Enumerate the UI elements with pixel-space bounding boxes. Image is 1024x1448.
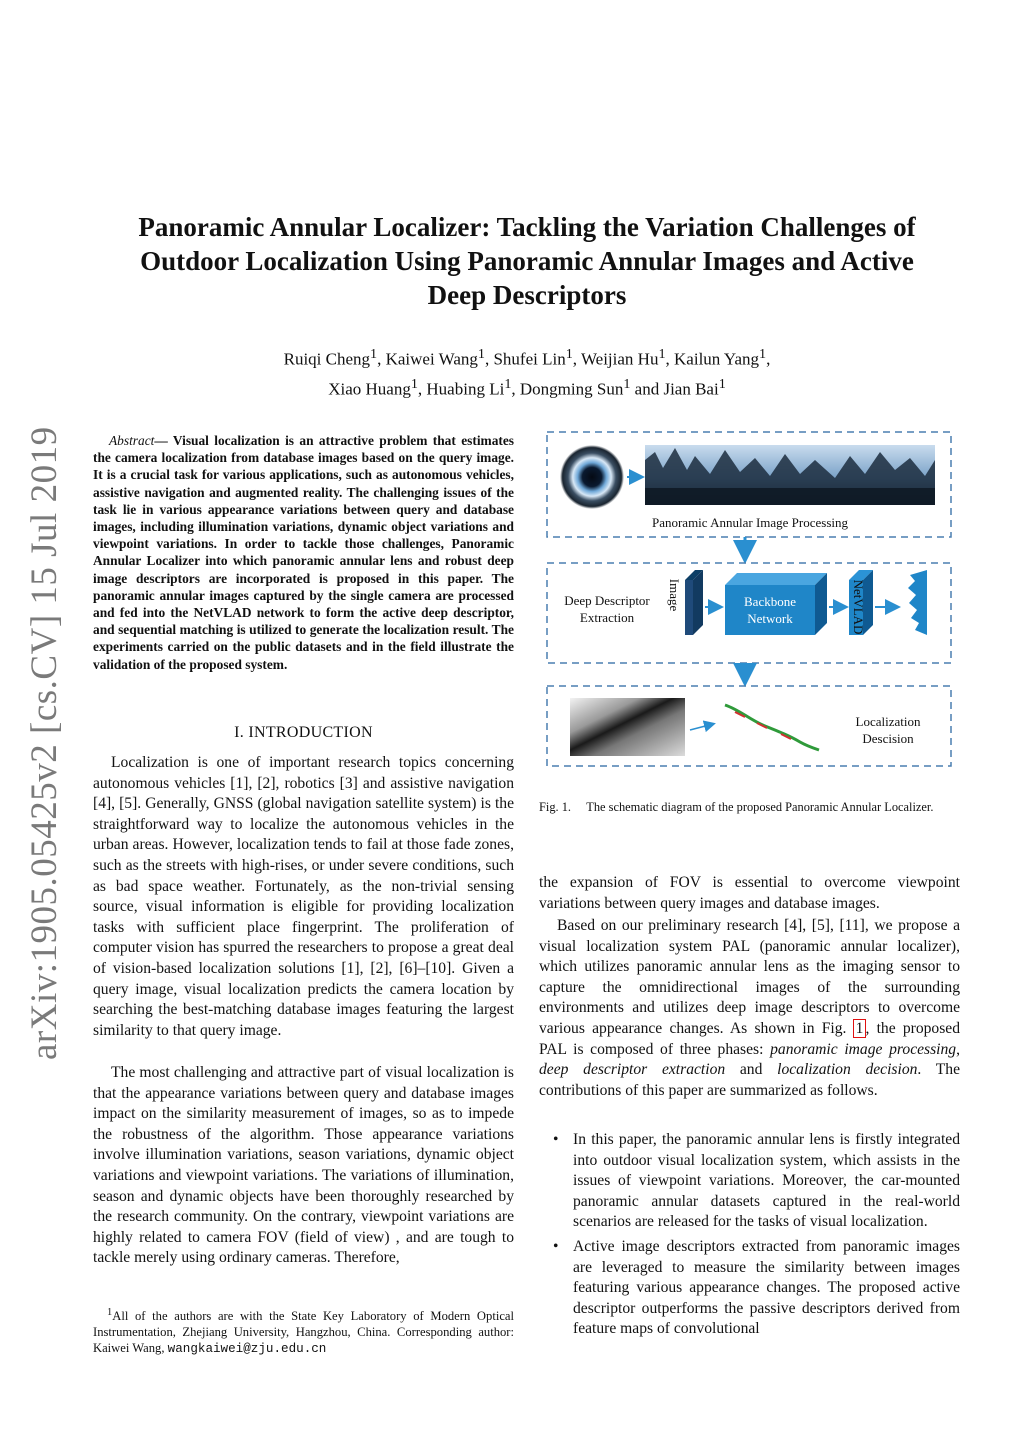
arxiv-identifier: arXiv:1905.05425v2 [cs.CV] 15 Jul 2019 [24,426,65,1060]
title-line: Panoramic Annular Localizer: Tackling the Variation Challenges of [138,212,916,242]
right-paragraph-2 [539,916,960,1101]
bullet-text: Active image descriptors extracted from panoramic images are leveraged to measure the similarity between images featuring various appearance changes. The proposed active descriptor outperforms the passive descriptors derived from feature maps of convolutional [573,1237,960,1338]
label-descision: Descision [862,731,914,746]
title-line: Outdoor Localization Using Panoramic Annular Images and Active [140,246,914,276]
contributions-list [539,1130,960,1344]
abstract-label: Abstract [109,433,155,448]
figure-1-schematic [545,430,955,770]
descriptor-vector [908,570,927,635]
footnote-text: All of the authors are with the State Key Laboratory of Modern Optical Instrumentation, Zhejiang University, Hangzhou, China. Corresponding author: Kaiwei Wang, [93,1309,514,1355]
phase-3: localization decision [777,1061,918,1079]
figure-1-reference-link[interactable]: 1 [855,1019,864,1037]
intro-paragraph-2: The most challenging and attractive part of visual localization is that the appearance variations between query and database images impact on the similarity measurement of images, so as to impede the robustness of the algorithm. Those appearance variations involve illumination variations, season variations, dynamic object variations and viewpoint variations. The variations of illumination, season and dynamic objects have been thoroughly researched by the research community. On the contrary, viewpoint variations are highly related to camera FOV (field of view) , and are tough to tackle merely using ordinary cameras. Therefore, [93,1064,514,1267]
label-extraction: Extraction [579,610,635,625]
label-image: Image [667,578,682,612]
label-deep-descriptor: Deep Descriptor [564,593,650,608]
title-line: Deep Descriptors [427,280,627,310]
author-list [150,342,904,401]
abstract [93,432,514,673]
right-paragraph-1: the expansion of FOV is essential to overcome viewpoint variations between query images and database images. [539,874,960,912]
backbone-network-block [725,573,827,635]
label-netvlad: NetVLAD [851,579,866,635]
list-item [539,1237,960,1340]
paragraph-text: Based on our preliminary research [4], [5], [11], we propose a visual localization system PAL (panoramic annular localizer), which utilizes panoramic annular lens as the imaging sensor to capture the omnidirectional images of the surrounding environments and utilizes deep image descriptors to overcome various appearance changes. As shown in Fig. [539,917,960,1037]
netvlad-block [849,570,873,635]
list-item [539,1130,960,1233]
annular-image [560,445,624,509]
image-input-block [667,570,703,635]
intro-paragraph-1: Localization is one of important research topics concerning autonomous vehicles [1], [2], robotics [3] and assistive navigation [4], [5]. Generally, GNSS (global navigation satellite system) is the straightforward way to localize the autonomous vehicles in the urban areas. However, localization tends to fail at those fade zones, such as the streets with high-rises, or under severe conditions, such as bad space weather. Fortunately, as the non-trivial sensing source, visual information is eligible for providing localization tasks with sufficient place fingerprint. The proliferation of computer vision has spurred the researchers to propose a great deal of vision-based localization solutions [1], [2], [6]–[10]. Given a query image, visual localization predicts the camera location by searching the best-matching database images featuring the largest similarity to that query image. [93,754,514,1039]
footnote-mark: 1 [107,1307,113,1318]
label-panoramic-processing: Panoramic Annular Image Processing [651,515,849,530]
label-backbone: Backbone [744,594,796,609]
phase-separator: and [725,1061,778,1079]
flow-arrow [690,724,713,730]
phase-separator: , [956,1040,961,1058]
figure-1-caption: Fig. 1. The schematic diagram of the proposed Panoramic Annular Localizer. [539,800,934,814]
section-heading-introduction: I. INTRODUCTION [234,724,373,741]
author-email: wangkaiwei@zju.edu.cn [167,1341,327,1356]
trajectory-plot [725,705,819,750]
paper-title [90,210,964,312]
bullet-icon: • [553,1237,559,1255]
label-localization: Localization [855,714,921,729]
paragraph-text: , the proposed PAL is composed of three phases: [539,1019,960,1058]
author-line: Xiao Huang$^1$, Huabing Li$^1$, Dongming Sun$^1$ and Jian Bai$^1$ [328,375,726,399]
label-network: Network [747,611,793,626]
abstract-dash: — [154,433,168,448]
panoramic-image [645,445,935,505]
affiliation-footnote [93,1305,514,1358]
paragraph-text: . The contributions of this paper are summarized as follows. [539,1061,960,1099]
author-line: Ruiqi Cheng$^1$, Kaiwei Wang$^1$, Shufei Lin$^1$, Weijian Hu$^1$, Kailun Yang$^1$, [283,346,771,369]
similarity-matrix [570,698,685,756]
phase-2: deep descriptor extraction [539,1061,726,1079]
bullet-text: In this paper, the panoramic annular lens is firstly integrated into outdoor visual localization system, which assists in the issues of viewpoint variations. Moreover, the car-mounted panoramic annular datasets captured in the real-world scenarios are released for the tasks of visual localization. [573,1131,960,1231]
phase-1: panoramic image processing [770,1040,957,1058]
abstract-text: Visual localization is an attractive problem that estimates the camera localization from database images based on the query image. It is a crucial task for various applications, such as autonomous vehicles, assistive navigation and augmented reality. The challenging issues of the task lie in various appearance variations between query and database images, including illumination variations, dynamic object variations and viewpoint variations. In order to tackle those challenges, Panoramic Annular Localizer into which panoramic annular lens and robust deep image descriptors are incorporated is proposed in this paper. The panoramic annular images captured by the single camera are processed and fed into the NetVLAD network to form the active deep descriptor, and sequential matching is utilized to generate the localization result. The experiments carried on the public datasets and in the field illustrate the validation of the proposed system. [93,433,514,672]
bullet-icon: • [553,1131,559,1148]
